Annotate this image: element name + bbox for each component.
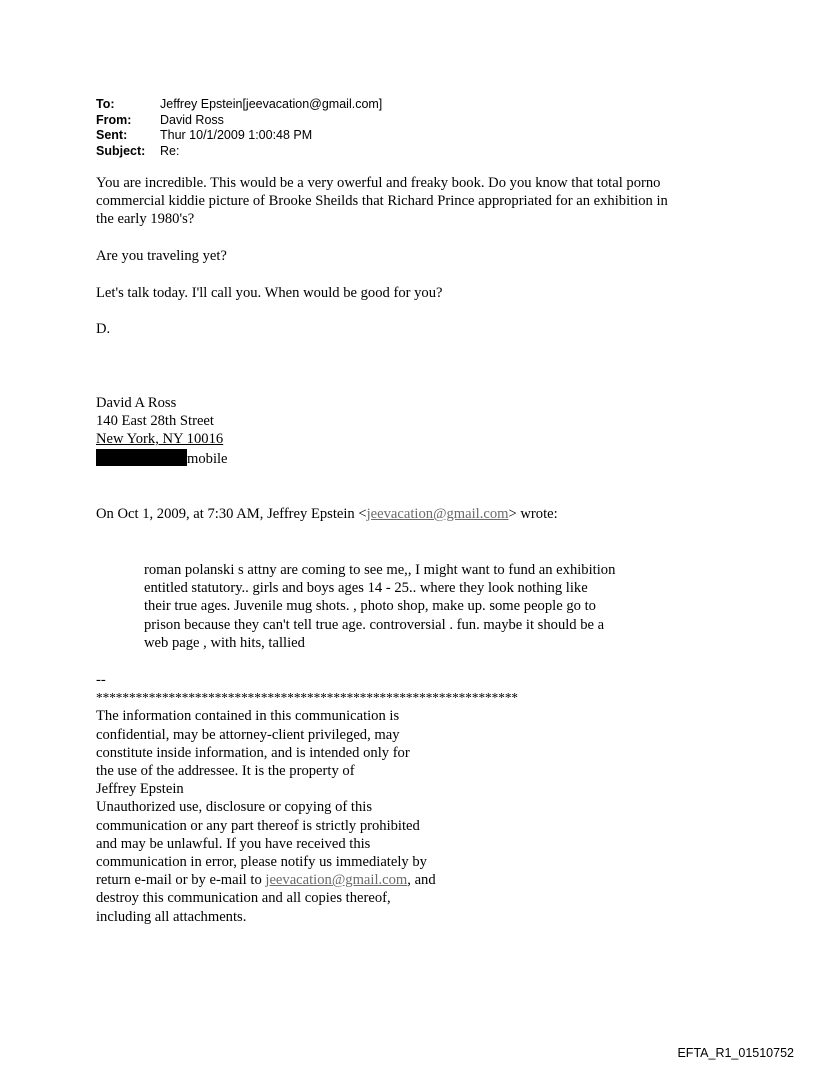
document-id: EFTA_R1_01510752 (677, 1046, 794, 1060)
disclaimer-email-link[interactable]: jeevacation@gmail.com (265, 872, 408, 889)
subject-row (96, 144, 382, 160)
quoted-line: entitled statutory.. girls and boys ages 14 - 25.. where they look nothing like (144, 580, 588, 597)
signature-block (96, 394, 228, 468)
signature-phone-suffix: mobile (187, 450, 228, 467)
subject-value: Re: (160, 143, 180, 158)
quoted-message (144, 561, 615, 652)
to-value: Jeffrey Epstein[jeevacation@gmail.com] (160, 97, 383, 111)
body-line: commercial kiddie picture of Brooke Sheilds that Richard Prince appropriated for an exhibition in (96, 193, 668, 210)
body-line: the early 1980's? (96, 211, 195, 228)
quoted-email-link[interactable]: jeevacation@gmail.com (366, 506, 509, 522)
disclaimer-text (96, 707, 518, 925)
signature-street: 140 East 28th Street (96, 413, 214, 430)
separator-dashes: -- (96, 672, 106, 688)
quoted-intro-text: On Oct 1, 2009, at 7:30 AM, Jeffrey Epstein < (96, 506, 367, 522)
signature-city: New York, NY 10016 (96, 431, 224, 448)
body-paragraph-1 (96, 174, 668, 229)
sent-value: Thur 10/1/2009 1:00:48 PM (160, 128, 313, 142)
sent-label: Sent: (96, 128, 128, 142)
quoted-intro (96, 505, 558, 523)
to-label: To: (96, 97, 115, 111)
disclaimer-text-main: The information contained in this communication is confidential, may be attorney-client privileged, may constitute inside information, and is intended only for the use of the addressee. It is the property of Jeffrey Epstein Unauthorized use, disclosure or copying of this communication or any part thereof is strictly prohibited and may be unlawful. If you have received this communication in error, please notify us immediately by return e-mail or by e-mail to (96, 708, 427, 889)
from-row (96, 113, 382, 129)
quoted-line: prison because they can't tell true age. controversial . fun. maybe it should be a (144, 616, 605, 633)
from-label: From: (96, 112, 132, 127)
quoted-line: web page , with hits, tallied (144, 634, 305, 651)
quoted-line: their true ages. Juvenile mug shots. , photo shop, make up. some people go to (144, 598, 596, 615)
sent-row (96, 128, 382, 144)
body-paragraph-3: Let's talk today. I'll call you. When would be good for you? (96, 285, 443, 301)
signoff: D. (96, 321, 111, 337)
signature-phone-line (96, 449, 228, 468)
disclaimer-block (96, 671, 518, 926)
from-value: David Ross (160, 112, 224, 127)
quoted-line: roman polanski s attny are coming to see me,, I might want to fund an exhibition (144, 562, 616, 578)
to-row (96, 97, 382, 113)
quoted-intro-suffix: > wrote: (508, 506, 558, 522)
body-paragraph-2: Are you traveling yet? (96, 248, 227, 264)
email-header (96, 97, 382, 159)
subject-label: Subject: (96, 143, 146, 158)
body-line: You are incredible. This would be a very owerful and freaky book. Do you know that total porno (96, 175, 661, 191)
redaction-box (96, 449, 187, 466)
disclaimer-text-end: , and destroy this communication and all copies thereof, including all attachments. (96, 872, 436, 925)
separator-stars: **************************************************************** (96, 690, 518, 706)
signature-name: David A Ross (96, 395, 177, 411)
